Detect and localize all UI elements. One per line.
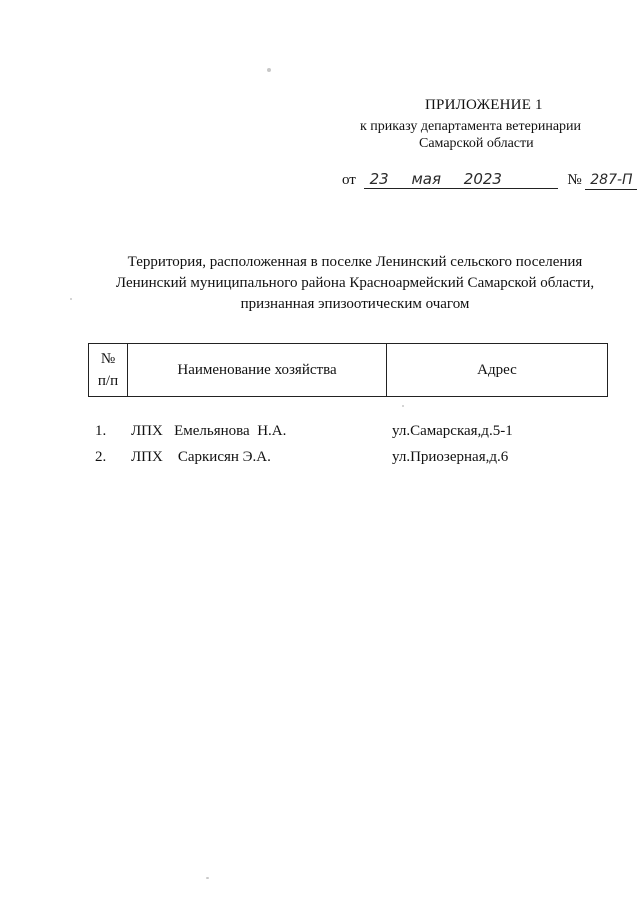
row-index: 1. — [95, 423, 107, 439]
document-heading — [60, 252, 640, 315]
column-header-number — [89, 344, 128, 396]
number-prefix: № — [567, 172, 582, 188]
date-prefix: от — [342, 172, 356, 188]
row-address: ул.Приозерная,д.6 — [392, 449, 509, 465]
appendix-title: ПРИЛОЖЕНИЕ 1 — [425, 97, 543, 113]
scan-speck — [402, 405, 404, 407]
column-header-number-line1: № — [100, 351, 116, 367]
row-address: ул.Самарская,д.5-1 — [392, 423, 513, 439]
list-item — [95, 449, 615, 475]
scan-speck — [70, 298, 72, 300]
appendix-subtitle-line1: к приказу департамента ветеринарии — [360, 119, 582, 134]
order-date-day: 23 — [369, 170, 389, 188]
row-owner: ЛПХ Саркисян Э.А. — [131, 449, 271, 465]
row-owner: ЛПХ Емельянова Н.А. — [131, 423, 287, 439]
scan-speck — [206, 877, 209, 879]
column-header-number-line2: п/п — [97, 373, 119, 389]
scan-speck — [267, 68, 271, 72]
order-date-month: мая — [411, 170, 442, 188]
row-index: 2. — [95, 449, 107, 465]
appendix-subtitle-line2: Самарской области — [419, 136, 534, 151]
list-item — [95, 423, 615, 449]
order-number-field: 287-П — [585, 171, 637, 190]
farm-list — [95, 423, 615, 475]
order-date-field — [364, 170, 558, 189]
column-header-address: Адрес — [477, 361, 517, 378]
heading-line-1: Территория, расположенная в поселке Ленинский сельского поселения — [127, 254, 583, 270]
column-header-name: Наименование хозяйства — [128, 344, 387, 396]
table-header — [88, 343, 608, 397]
heading-line-2: Ленинский муниципального района Красноармейский Самарской области, — [115, 275, 595, 291]
order-date-year: 2023 — [463, 170, 502, 188]
heading-line-3: признанная эпизоотическим очагом — [240, 296, 470, 312]
order-date-number-row — [342, 170, 637, 190]
